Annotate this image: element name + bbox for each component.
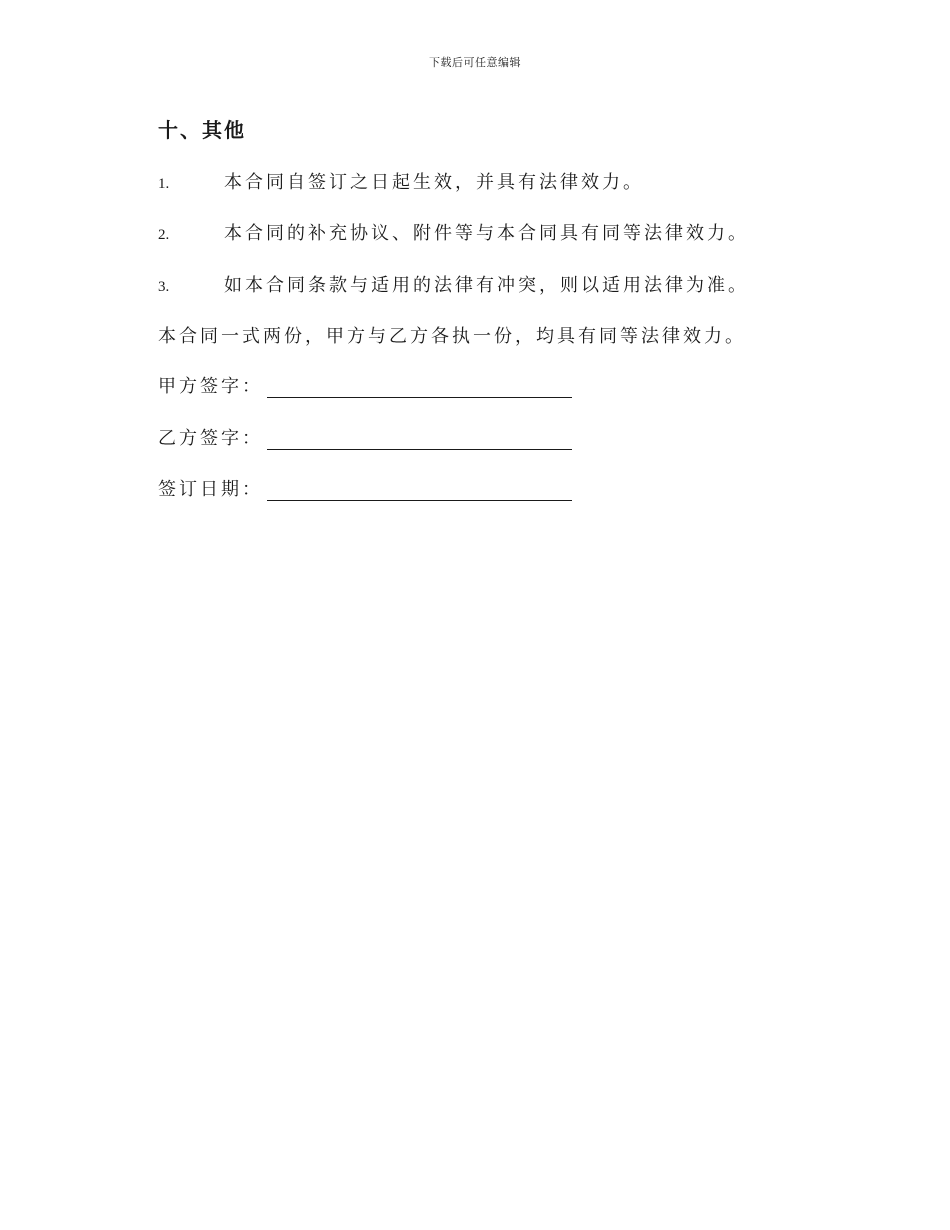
clause-1 [158,168,644,194]
clause-number: 2. [158,227,170,243]
signing-date-row [158,475,572,501]
party-a-signature-label: 甲方签字： [158,376,263,397]
section-title: 十、其他 [158,118,246,142]
party-b-signature-row [158,424,572,450]
party-b-signature-label: 乙方签字： [158,428,263,449]
signing-date-line[interactable] [267,480,572,501]
page-header-note: 下载后可任意编辑 [429,56,521,69]
party-a-signature-row [158,372,572,398]
closing-paragraph: 本合同一式两份，甲方与乙方各执一份，均具有同等法律效力。 [158,326,746,347]
clause-2 [158,219,749,245]
signing-date-label: 签订日期： [158,479,263,500]
party-b-signature-line[interactable] [267,429,572,450]
party-a-signature-line[interactable] [267,377,572,398]
clause-number: 1. [158,176,170,192]
clause-3 [158,271,749,297]
clause-number: 3. [158,279,170,295]
clause-text: 如本合同条款与适用的法律有冲突，则以适用法律为准。 [224,275,749,296]
clause-text: 本合同的补充协议、附件等与本合同具有同等法律效力。 [224,223,749,244]
clause-text: 本合同自签订之日起生效，并具有法律效力。 [224,172,644,193]
